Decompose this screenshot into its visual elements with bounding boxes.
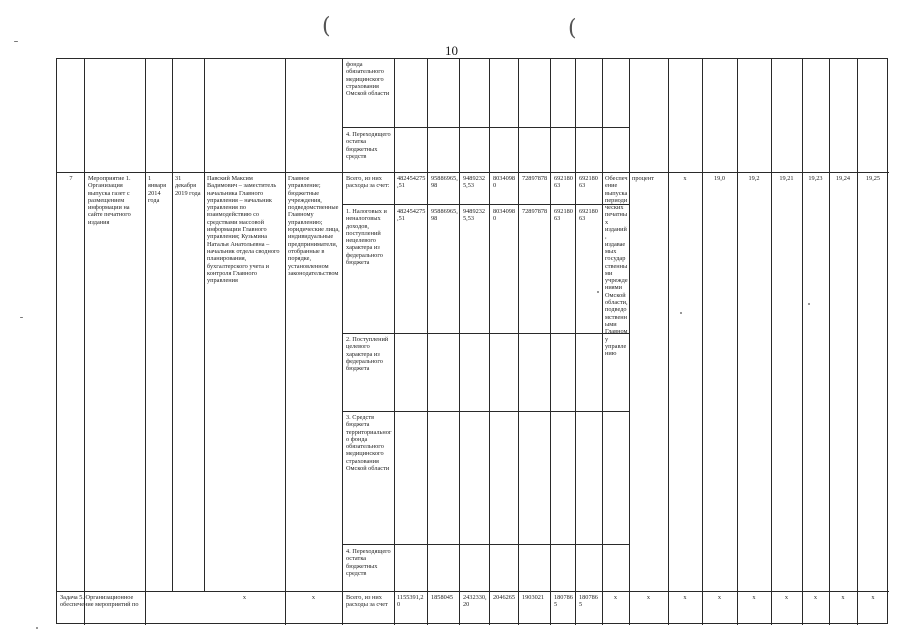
scan-speck [597, 291, 599, 293]
start-date: 1 января 2014 года [148, 175, 166, 204]
end-date: 31 декабря 2019 года [175, 175, 201, 197]
punch-hole-mark-right: ( [568, 16, 577, 41]
year-value: 19,25 [865, 175, 881, 182]
value-cell: 1155391,20 [397, 594, 424, 609]
value-cell: 69218063 [579, 175, 598, 190]
value-cell: 1807865 [554, 594, 573, 609]
value-cell: 482454275,51 [397, 175, 426, 190]
scan-speck [680, 312, 682, 314]
punch-hole-mark-left: ( [322, 14, 331, 39]
value-cell: 2046265 [493, 594, 516, 601]
value-cell: 95886965,98 [431, 175, 458, 190]
source-1: 1. Налоговых и неналоговых доходов, поступлений нецелевого характера из федерального бюджета [346, 208, 387, 267]
task5-x: х [841, 594, 845, 601]
source-cont-cell: фонда обязательного медицинского страхования Омской области [346, 61, 390, 98]
base-value: х [683, 175, 687, 182]
value-cell: 94892325,53 [463, 175, 486, 190]
task5-x: х [242, 594, 247, 601]
scan-speck [20, 317, 23, 318]
value-cell: 72897878 [522, 208, 548, 215]
value-cell: 69218063 [554, 175, 573, 190]
value-cell: 69218063 [554, 208, 573, 223]
value-cell: 2432330,20 [463, 594, 487, 609]
task5-x: х [871, 594, 875, 601]
value-cell: 1807865 [579, 594, 598, 609]
task5-x: х [784, 594, 789, 601]
program-table [56, 58, 888, 624]
task5-x: х [683, 594, 687, 601]
value-cell: 69218063 [579, 208, 598, 223]
responsible-persons: Павский Максим Вадимович – заместитель начальника Главного управления – начальник управления по взаимодействию со средствами массовой информации Главного управления; Кузьмина Наталья Анатольевна – начальник отдела сводного планирования, бухгалтерского учета и контроля Главного управления [207, 175, 280, 285]
page-number: 10 [445, 43, 458, 58]
year-value: 19,23 [808, 175, 823, 182]
value-cell: 72897878 [522, 175, 548, 182]
source-3: 3. Средств бюджета территориального фонда обязательного медицинского страхования Омской области [346, 414, 392, 473]
year-value: 19,24 [835, 175, 851, 182]
indicator-name: Обеспечение выпуска периодических печатных изданий, издаваемых государственными учреждениями Омской области, подведомственными Главному управлению [605, 175, 628, 358]
task5-x: х [813, 594, 818, 601]
task5-x: х [311, 594, 316, 601]
task5-x: х [717, 594, 722, 601]
task5-x: х [613, 594, 618, 601]
row-number: 7 [69, 175, 73, 182]
value-cell: 482454275,51 [397, 208, 426, 223]
value-cell: 1903021 [522, 594, 545, 601]
task5-x: х [646, 594, 651, 601]
source-4: 4. Переходящего остатка бюджетных средств [346, 548, 391, 577]
executors: Главное управление; бюджетные учреждения, подведомственные Главному управлению; юридические лица, индивидуальные предприниматели, отобранные в порядке, установленном законодательством [288, 175, 340, 277]
value-cell: 95886965,98 [431, 208, 458, 223]
carryover-cell-top: 4. Переходящего остатка бюджетных средств [346, 131, 391, 160]
activity-name: Мероприятие 1. Организация выпуска газет с размещением информации на сайте печатного издания [88, 175, 131, 226]
year-value: 19,2 [748, 175, 760, 182]
scan-speck [808, 303, 810, 305]
task5-x: х [752, 594, 756, 601]
scan-speck [36, 627, 38, 629]
task5-total-label: Всего, из них расходы за счет [346, 594, 388, 609]
value-cell: 1858045 [431, 594, 454, 601]
year-value: 19,0 [713, 175, 726, 182]
source-total: Всего, из них расходы за счет: [346, 175, 390, 190]
value-cell: 80340980 [493, 208, 516, 223]
scan-speck [14, 41, 18, 42]
source-2: 2. Поступлений целевого характера из федерального бюджета [346, 336, 389, 373]
value-cell: 80340980 [493, 175, 516, 190]
year-value: 19,21 [779, 175, 794, 182]
task5-label: Задача 5. Организационное обеспечение мероприятий по [60, 594, 139, 609]
indicator-unit: процент [632, 175, 654, 182]
value-cell: 94892325,53 [463, 208, 486, 223]
